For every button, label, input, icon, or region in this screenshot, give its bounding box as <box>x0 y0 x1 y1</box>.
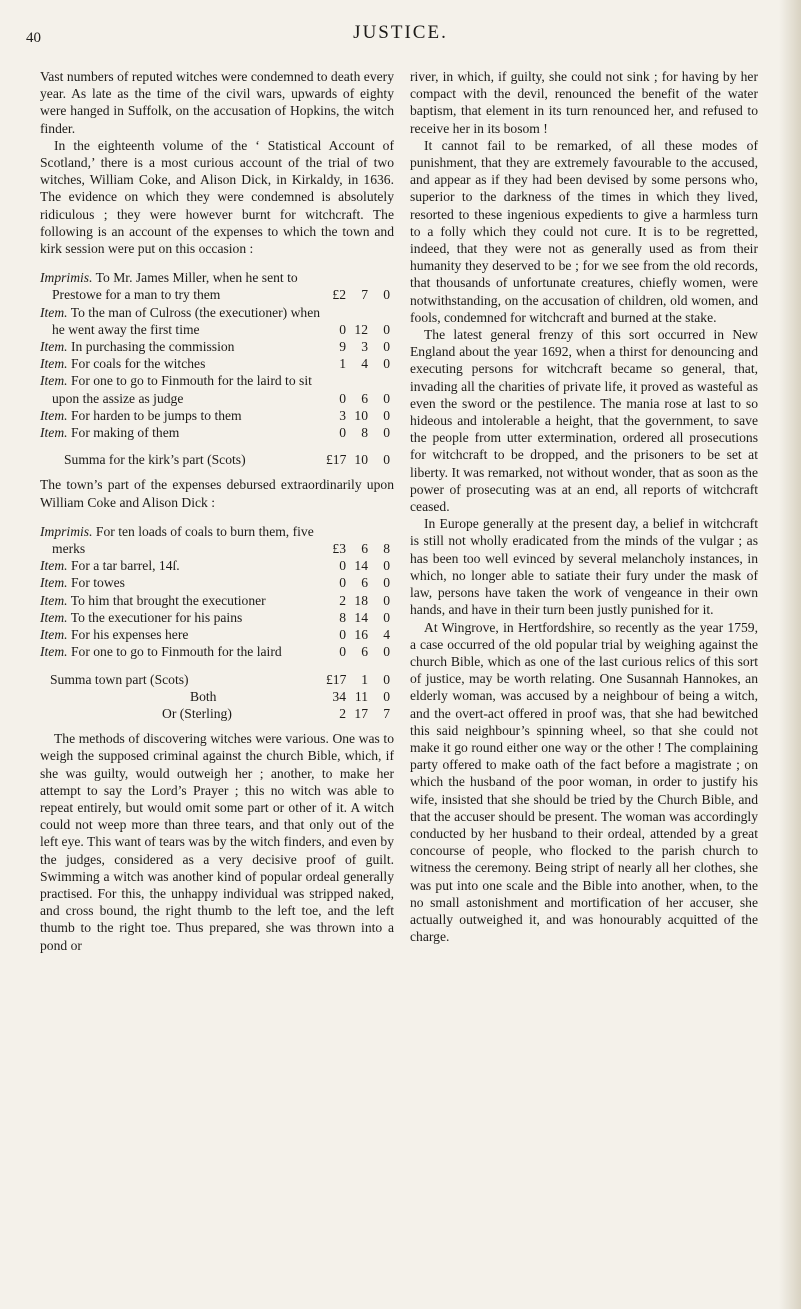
summa-row: Summa town part (Scots) £17 1 0 <box>50 671 390 687</box>
right-paragraph-1: river, in which, if guilty, she could not sink ; for having by her compact with the devil, renounced the benefit of the water baptism, that element in its turn renounced her, and refused to receive her in its bosom ! <box>410 69 758 136</box>
account-item: Item. For one to go to Finmouth for the laird to sit upon the assize as judge 0 6 0 <box>40 373 390 406</box>
intro-paragraph-1: Vast numbers of reputed witches were condemned to death every year. As late as the time of the civil wars, upwards of eighty were hanged in Suffolk, on the accusation of Hopkins, the witch finder. <box>40 69 394 136</box>
right-paragraph-3: The latest general frenzy of this sort occurred in New England about the year 1692, when a thirst for denouncing and executing persons for witchcraft became so general, that, invading all the charities of private life, it proved as wasteful as even the sword or the pestilence. The mania rose at last to so hideous and intolerable a height, that the government, to save the people from utter extermination, ordered all prosecutions for witchcraft to be dropped, and the prisoners to be set at liberty. It was remarked, not without wonder, that as soon as the power of prosecuting was at an end, all reports of witchcraft ceased. <box>410 327 758 515</box>
left-column <box>40 68 394 954</box>
methods-paragraph: The methods of discovering witches were various. One was to weigh the supposed criminal against the church Bible, which, if she was guilty, would outweigh her ; another, to make her attempt to say the Lord’s Prayer ; this no witch was able to repeat entirely, but would omit some part or other of it. A witch could not weep more than three tears, and that only out of the left eye. This want of tears was by the witch finders, and even by the judges, considered as a very decisive proof of guilt. Swimming a witch was another kind of popular ordeal generally practised. For this, the unhappy individual was stripped naked, and cross bound, the right thumb to the left toe, and the left thumb to the right toe. Thus prepared, she was thrown into a pond or <box>40 731 394 953</box>
account-item: Item. For a tar barrel, 14ſ. 0 14 0 <box>40 558 390 574</box>
account-item: Imprimis. To Mr. James Miller, when he sent to Prestowe for a man to try them £2 7 0 <box>40 270 390 303</box>
page-edge-shadow <box>779 0 801 1309</box>
account-item: Item. For making of them 0 8 0 <box>40 425 390 441</box>
town-summa <box>40 671 394 723</box>
right-paragraph-4: In Europe generally at the present day, a belief in witchcraft is still not wholly eradicated from the minds of the vulgar ; as has been too well evinced by several melancholy instances, in which, no longer able to satiate their fury under the mask of law, persons have taken the work of vengeance in their own hands, and have in their turn been justly punished for it. <box>410 516 758 618</box>
page-number: 40 <box>26 30 41 46</box>
right-paragraph-5: At Wingrove, in Hertfordshire, so recently as the year 1759, a case occurred of the old popular trial by weighing against the church Bible, which as one of the last curious relics of this sort of justice, may be worth relating. One Susannah Hannokes, an elderly woman, was accused by a neighbour of being a witch, and the overt-act offered in proof was, that she had bewitched this said neighbour’s spinning wheel, so that she could not make it go round either one way or the other ! The complaining party offered to make oath of the fact before a magistrate ; on which the husband of the poor woman, in order to justify his wife, insisted that she should be tried by the Church Bible, and that the accuser should be present. The woman was accordingly conducted by her husband to their ordeal, attended by a great concourse of people, who flocked to the parish church to witness the ceremony. Being stript of nearly all her clothes, she was put into one scale and the Bible into another, when, to the no small astonishment and mortification of her accuser, she actually outweighed it, and was honourably acquitted of the charge. <box>410 619 758 945</box>
account-item: Imprimis. For ten loads of coals to burn them, five merks £3 6 8 <box>40 523 390 557</box>
running-title: JUSTICE. <box>353 22 448 43</box>
intro-paragraph-2: In the eighteenth volume of the ‘ Statistical Account of Scotland,’ there is a most curious account of the trial of two witches, William Coke, and Alison Dick, in Kirkaldy, in 1636. The evidence on which they were condemned is absolutely ridiculous ; they were however burnt for witchcraft. The following is an account of the expenses to which the town and kirk session were put on this occasion : <box>40 137 394 257</box>
account-item: Item. To the man of Culross (the executioner) when he went away the first time 0 12 0 <box>40 304 390 337</box>
account-item: Item. To him that brought the executioner 2 18 0 <box>40 592 390 608</box>
town-intro: The town’s part of the expenses debursed extraordinarily upon William Coke and Alison Dick : <box>40 477 394 510</box>
account-item: Item. For harden to be jumps to them 3 10 0 <box>40 407 390 423</box>
town-account <box>40 523 394 661</box>
summa-row: Or (Sterling) 2 17 7 <box>162 705 390 721</box>
account-item: Item. For one to go to Finmouth for the laird 0 6 0 <box>40 644 390 660</box>
kirk-account <box>40 269 394 441</box>
summa-row: Both 34 11 0 <box>190 688 390 704</box>
right-paragraph-2: It cannot fail to be remarked, of all these modes of punishment, that they are extremely favourable to the accused, and appear as if they had been devised by some persons who, superior to the darkness of the times in which they lived, resorted to these ingenious expedients to give a harmless turn to a folly which they could not cure. It is to be regretted, indeed, that they were not as generally used as from their humanity they deserved to be ; for we see from the old records, that thousands of unfortunate creatures, chiefly women, were notwithstanding, on the accusation of children, old women, and fools, condemned for witchcraft and burned at the stake. <box>410 137 758 325</box>
account-item: Item. To the executioner for his pains 8 14 0 <box>40 609 390 625</box>
account-item: Item. For coals for the witches 1 4 0 <box>40 356 390 372</box>
kirk-summa: Summa for the kirk’s part (Scots) £17 10 0 <box>64 452 390 468</box>
account-item: Item. For towes 0 6 0 <box>40 575 390 591</box>
account-item: Item. In purchasing the commission 9 3 0 <box>40 339 390 355</box>
account-item: Item. For his expenses here 0 16 4 <box>40 627 390 643</box>
right-column <box>410 68 758 945</box>
